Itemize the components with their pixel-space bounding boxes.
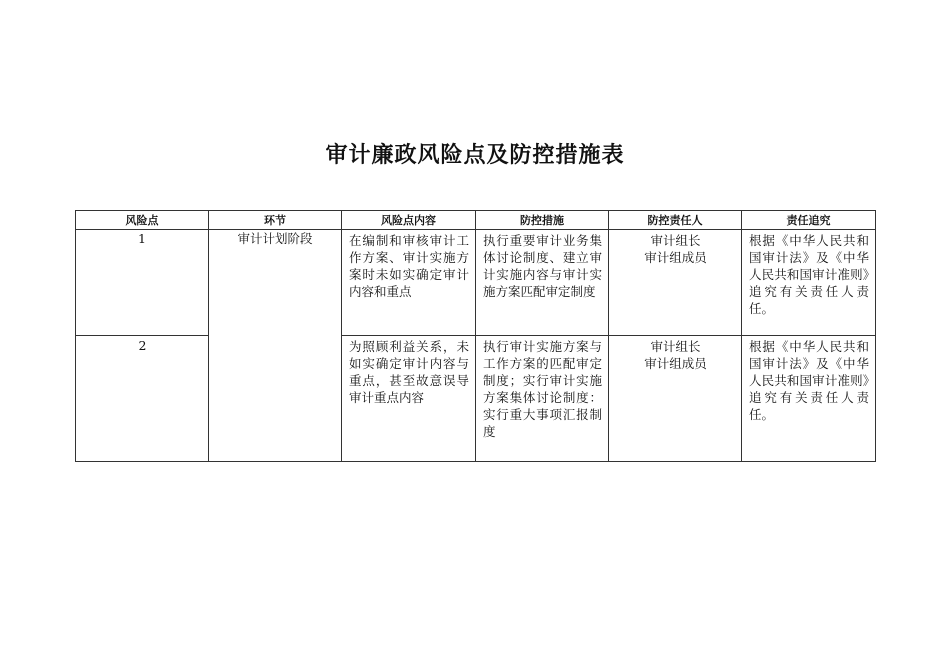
risk-content-cell bbox=[342, 336, 476, 462]
accountability-text: 根据《中华人民共和国审计法》及《中华人民共和国审计准则》追究有关责任人责任。 bbox=[749, 233, 869, 316]
risk-content-cell bbox=[342, 230, 476, 336]
control-measures-cell bbox=[476, 230, 609, 336]
accountability-cell bbox=[742, 336, 876, 462]
accountability-cell bbox=[742, 230, 876, 336]
responsible-member: 审计组成员 bbox=[644, 250, 707, 265]
header-control-measures: 防控措施 bbox=[476, 211, 609, 230]
page-title: 审计廉政风险点及防控措施表 bbox=[325, 143, 625, 168]
responsible-leader: 审计组长 bbox=[650, 339, 701, 354]
table-row bbox=[76, 230, 876, 336]
responsible-cell bbox=[609, 336, 742, 462]
responsible-leader: 审计组长 bbox=[650, 233, 701, 248]
header-responsible-person: 防控责任人 bbox=[609, 211, 742, 230]
control-measures-cell bbox=[476, 336, 609, 462]
stage-cell: 审计计划阶段 bbox=[209, 230, 342, 462]
risk-content-text: 为照顾利益关系，未如实确定审计内容与重点，甚至故意误导审计重点内容 bbox=[349, 339, 469, 405]
header-stage: 环节 bbox=[209, 211, 342, 230]
risk-content-text: 在编制和审核审计工作方案、审计实施方案时未如实确定审计内容和重点 bbox=[349, 233, 469, 299]
control-measures-text: 执行审计实施方案与工作方案的匹配审定制度；实行审计实施方案集体讨论制度：实行重大事项汇报制度 bbox=[483, 339, 602, 439]
accountability-text: 根据《中华人民共和国审计法》及《中华人民共和国审计准则》追究有关责任人责任。 bbox=[749, 339, 869, 422]
table-row bbox=[76, 336, 876, 462]
header-accountability: 责任追究 bbox=[742, 211, 876, 230]
risk-number-text: 2 bbox=[138, 338, 147, 353]
risk-control-table bbox=[75, 210, 876, 462]
responsible-member: 审计组成员 bbox=[644, 356, 707, 371]
control-measures-text: 执行重要审计业务集体讨论制度、建立审计实施内容与审计实施方案匹配审定制度 bbox=[483, 233, 602, 299]
risk-number-cell: 1 bbox=[76, 230, 209, 336]
table-header-row bbox=[76, 211, 876, 230]
header-risk-point: 风险点 bbox=[76, 211, 209, 230]
risk-number-cell bbox=[76, 336, 209, 462]
responsible-cell bbox=[609, 230, 742, 336]
header-risk-content: 风险点内容 bbox=[342, 211, 476, 230]
